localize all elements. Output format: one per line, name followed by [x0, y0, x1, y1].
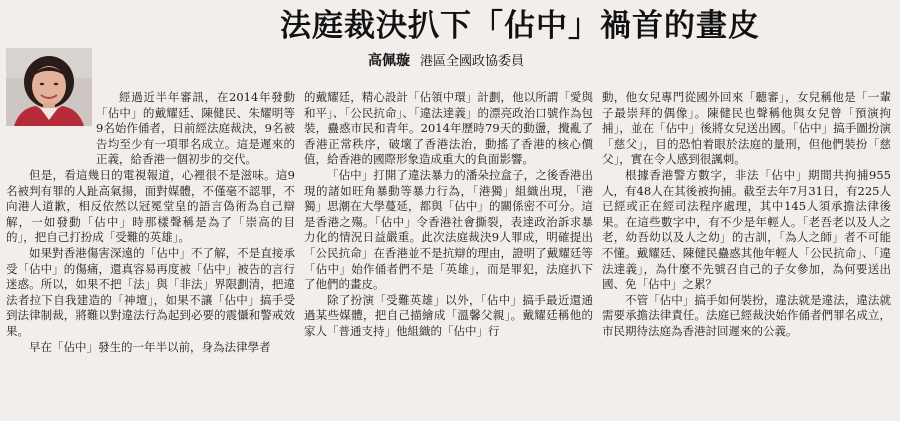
column-3: [602, 90, 891, 410]
paragraph: 早在「佔中」發生的一年半以前，身為法律學者: [29, 339, 271, 354]
paragraph: 除了扮演「受難英雄」以外，「佔中」搞手最近還通過某些媒體，把自己描繪成「溫馨父親」。戴耀廷稱他的家人「普通支持」他組織的「佔中」行: [304, 292, 593, 338]
paragraph: 不管「佔中」搞手如何裝扮，違法就是違法，違法就需要承擔法律責任。法庭已經裁決始作俑者們罪名成立，市民期待法庭為香港討回遲來的公義。: [602, 292, 891, 338]
column-2: [304, 90, 593, 410]
paragraph: 動，他女兒專門從國外回來「聽審」，女兒稱他是「一輩子最崇拜的偶像」。陳健民也聲稱他與女兒曾「預演拘捕」，並在「佔中」後將女兒送出國。「佔中」搞手圖扮演「慈父」，目的恐怕着眼於法庭的量刑，但他們裝扮「慈父」，實在令人感到很諷刺。: [602, 90, 891, 167]
paragraph: 「佔中」打開了違法暴力的潘朵拉盒子，之後香港出現的諸如旺角暴動等暴力行為，「港獨」組織出現，「港獨」思潮在大學蔓延，都與「佔中」的關係密不可分。這是香港之殤。「佔中」令香港社會撕裂，表達政治訴求暴力化的情況日益嚴重。此次法庭裁決9人罪成，明確提出「公民抗命」在香港並不是抗辯的理由，證明了戴耀廷等「佔中」始作俑者們不是「英雄」，而是罪犯，法庭扒下了他們的畫皮。: [304, 167, 593, 292]
author-title: 港區全國政協委員: [420, 54, 525, 69]
headline: 法庭裁決扒下「佔中」禍首的畫皮: [280, 8, 760, 44]
author-name: 高佩璇: [368, 53, 410, 69]
column-1: [6, 90, 295, 410]
paragraph: 的戴耀廷，精心設計「佔領中環」計劃，他以所謂「愛與和平」、「公民抗命」、「違法達義」的漂亮政治口號作為包裝，蠱惑市民和青年。2014年歷時79天的動盪，攪亂了香港正常秩序，破壞了香港法治，動搖了香港的核心價值，給香港的國際形象造成重大的負面影響。: [304, 90, 593, 167]
paragraph: 但是，看這幾日的電視報道，心裡很不是滋味。這9名被判有罪的人趾高氣揚，面對媒體，不僅毫不認罪，不向港人道歉，相反依然以冠冕堂皇的語言偽術為自己辯解，一如發動「佔中」時那樣聲稱是為了「崇高的目的」，把自己打扮成「受難的英雄」。: [6, 167, 295, 245]
paragraph: 經過近半年審訊，在2014年發動「佔中」的戴耀廷、陳健民、朱耀明等9名始作俑者，日前經法庭裁決，9名被告均至少有一項罪名成立。這是遲來的正義，給香港一個初步的交代。: [96, 90, 295, 167]
paragraph: 根據香港警方數字，非法「佔中」期間共拘捕955人，有48人在其後被拘捕。截至去年7月31日，有225人已經或正在經司法程序處理，其中145人須承擔法律後果。在這些數字中，有不少是年輕人。「老吾老以及人之老，幼吾幼以及人之幼」的古訓，「為人之師」者不可能不懂。戴耀廷、陳健民蠱惑其他年輕人「公民抗命」、「違法達義」，為什麼不先號召自己的子女參加，為何要送出國、免「佔中」之累？: [602, 167, 891, 292]
paragraph: 如果對香港傷害深遠的「佔中」不了解，不是直接承受「佔中」的傷痛，還真容易再度被「佔中」被告的言行迷惑。所以，如果不把「法」與「非法」界限劃清，把違法者拉下自我建造的「神壇」，如果不讓「佔中」搞手受到法律制裁，將難以對違法行為起到必要的震懾和警戒效果。: [6, 245, 295, 338]
byline: [368, 52, 828, 71]
